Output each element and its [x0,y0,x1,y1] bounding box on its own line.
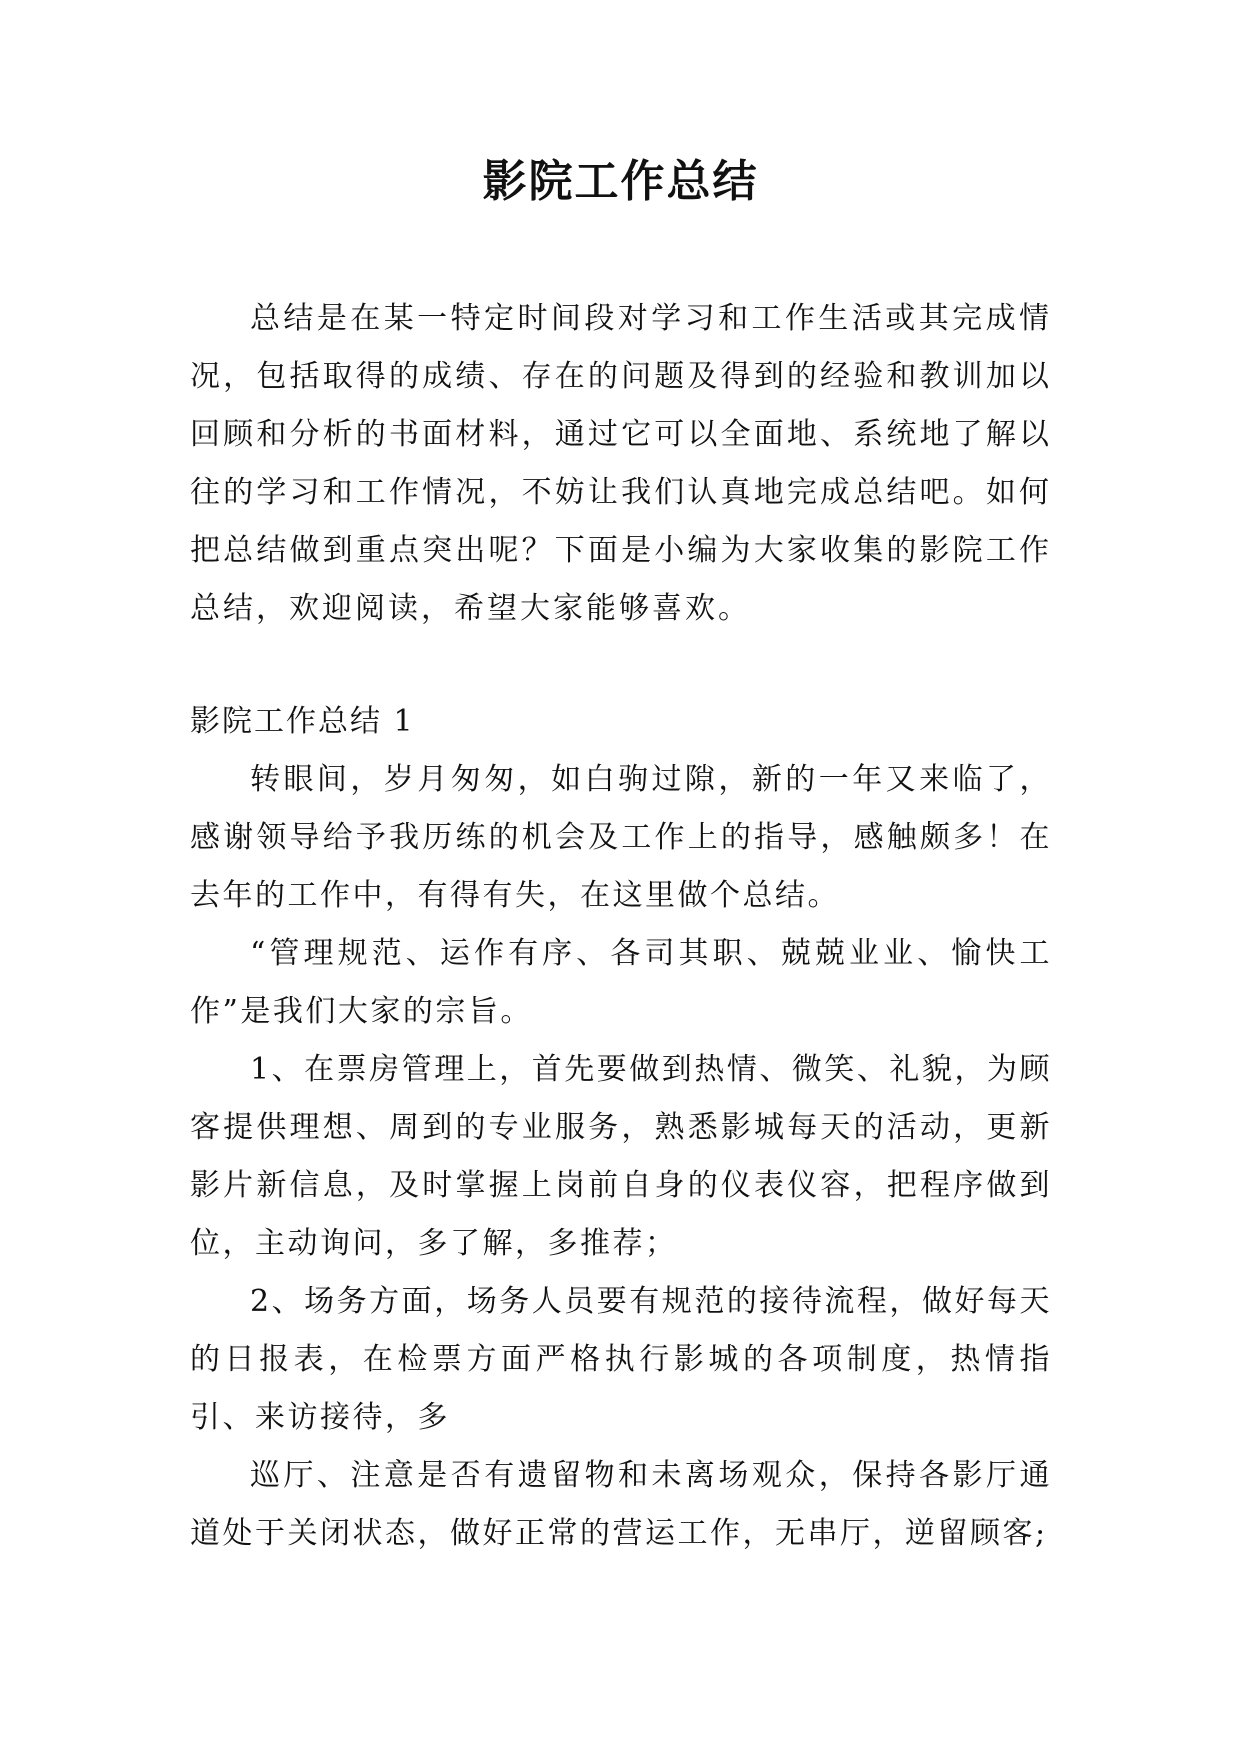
body-paragraph-2: “管理规范、运作有序、各司其职、兢兢业业、愉快工作”是我们大家的宗旨。 [190,936,1052,1029]
intro-paragraph: 总结是在某一特定时间段对学习和工作生活或其完成情况，包括取得的成绩、存在的问题及得到的经验和教训加以回顾和分析的书面材料，通过它可以全面地、系统地了解以往的学习和工作情况，不妨让我们认真地完成总结吧。如何把总结做到重点突出呢？下面是小编为大家收集的影院工作总结，欢迎阅读，希望大家能够喜欢。 [190,301,1052,626]
document-body [190,290,1052,1563]
document-title: 影院工作总结 [482,156,759,207]
body-paragraph-1: 转眼间，岁月匆匆，如白驹过隙，新的一年又来临了，感谢领导给予我历练的机会及工作上的指导，感触颇多！在去年的工作中，有得有失，在这里做个总结。 [190,762,1052,913]
body-paragraph-4: 2、场务方面，场务人员要有规范的接待流程，做好每天的日报表，在检票方面严格执行影城的各项制度，热情指引、来访接待，多 [190,1284,1052,1435]
body-paragraph-3: 1、在票房管理上，首先要做到热情、微笑、礼貌，为顾客提供理想、周到的专业服务，熟悉影城每天的活动，更新影片新信息，及时掌握上岗前自身的仪表仪容，把程序做到位，主动询问，多了解，多推荐； [190,1052,1052,1261]
section-heading: 影院工作总结 1 [190,704,415,739]
body-paragraph-5: 巡厅、注意是否有遗留物和未离场观众，保持各影厅通道处于关闭状态，做好正常的营运工作，无串厅，逆留顾客; [190,1458,1052,1551]
